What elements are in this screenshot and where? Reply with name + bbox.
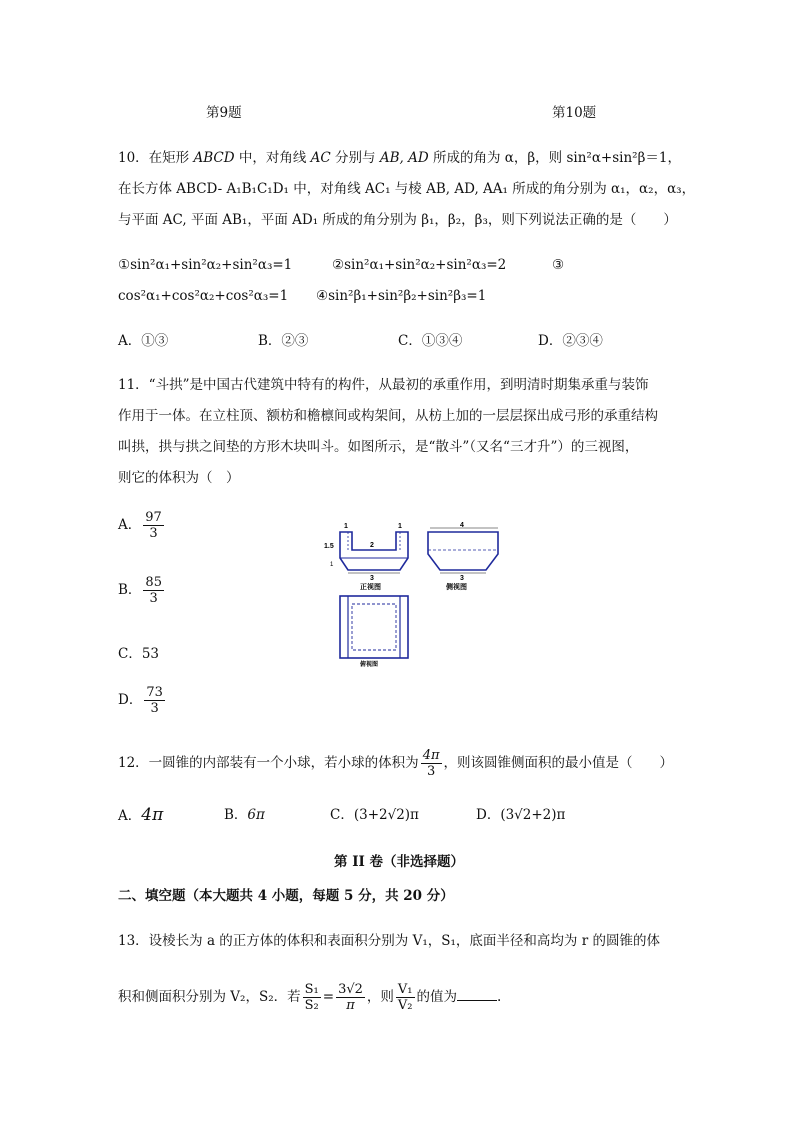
- top-view-caption: 俯视图: [360, 662, 379, 668]
- q10-option-b: B．②③: [258, 333, 309, 349]
- q10-option-a: A．①③: [118, 333, 169, 349]
- fraction: $\frac{73}{3}$: [146, 685, 163, 716]
- q10-option-d: D．②③④: [538, 333, 603, 349]
- fraction: $\frac{3√2}{\pi}$: [338, 982, 363, 1013]
- q12-option-d: D．(3√2+2)π: [476, 807, 566, 823]
- front-label-height: 1.5: [324, 543, 334, 550]
- q12-option-c: C．(3+2√2)π: [330, 807, 419, 823]
- caption-figure-10: 第10题: [552, 105, 597, 121]
- three-view-figure: [322, 518, 512, 668]
- q11-line4: 则它的体积为（ ）: [118, 470, 240, 486]
- front-view-caption: 正视图: [360, 584, 381, 591]
- top-view: [340, 596, 408, 668]
- part-2-title: 二、填空题（本大题共 4 小题，每题 5 分，共 20 分）: [118, 888, 454, 904]
- q11-line1: 11．“斗拱”是中国古代建筑中特有的构件，从最初的承重作用，到明清时期集承重与装饰: [118, 377, 649, 393]
- q10-line1: 10．在矩形 ABCD 中，对角线 AC 分别与 AB, AD 所成的角为 α，β，则 sin²α+sin²β＝1，: [118, 150, 681, 166]
- q12-option-b: B．6π: [224, 807, 265, 823]
- q12-option-a: A．4π: [118, 805, 164, 825]
- q11-option-b: B． $\frac{85}{3}$: [118, 575, 162, 606]
- q10-statement-4: ④sin²β₁+sin²β₂+sin²β₃=1: [316, 288, 487, 304]
- fraction: $\frac{\text{S₁}}{\text{S₂}}$: [304, 982, 319, 1013]
- q10-line2: 在长方体 ABCD- A₁B₁C₁D₁ 中，对角线 AC₁ 与棱 AB, AD, AA₁ 所成的角分别为 α₁，α₂，α₃，: [118, 181, 696, 197]
- q13-line2: 积和侧面积分别为 V₂，S₂．若 $\frac{\text{S₁}}{\text{S₂}}$ = $\frac{3√2}{\pi}$ ，则 $\frac{\text{V₁}}{\text{V₂}}$ 的值为 .: [118, 982, 502, 1013]
- side-label-top-width: 4: [460, 522, 464, 529]
- q10-option-c: C．①③④: [398, 333, 463, 349]
- front-label-gap-width: 2: [370, 542, 374, 549]
- q12-stem: 12．一圆锥的内部装有一个小球，若小球的体积为 $\frac{4\pi}{3}$ ，则该圆锥侧面积的最小值是（ ）: [118, 748, 674, 779]
- q11-option-c: C．53: [118, 646, 160, 662]
- side-view: [428, 522, 498, 591]
- q11-option-d: D． $\frac{73}{3}$: [118, 685, 163, 716]
- fraction: $\frac{4\pi}{3}$: [422, 748, 440, 779]
- q10-line3: 与平面 AC, 平面 AB₁，平面 AD₁ 所成的角分别为 β₁，β₂，β₃，则下列说法正确的是（ ）: [118, 212, 677, 228]
- front-label-bottom-width: 3: [370, 575, 374, 582]
- front-label-slant-height: 1: [330, 562, 334, 568]
- q10-statement-2: ②sin²α₁+sin²α₂+sin²α₃=2: [332, 257, 507, 273]
- front-label-right-width: 1: [398, 523, 402, 530]
- fraction: $\frac{85}{3}$: [145, 575, 162, 606]
- front-label-left-width: 1: [344, 523, 348, 530]
- caption-figure-9: 第9题: [206, 105, 242, 121]
- q13-line1: 13．设棱长为 a 的正方体的体积和表面积分别为 V₁，S₁，底面半径和高均为 r 的圆锥的体: [118, 933, 660, 949]
- q10-statement-1: ①sin²α₁+sin²α₂+sin²α₃=1: [118, 257, 293, 273]
- section-2-title: 第 II 卷（非选择题）: [334, 854, 465, 870]
- q11-line2: 作用于一体。在立柱顶、额枋和檐檩间或构架间，从枋上加的一层层探出成弓形的承重结构: [118, 408, 658, 424]
- q10-statement-3-number: ③: [552, 257, 565, 273]
- side-label-bottom-width: 3: [460, 575, 464, 582]
- fraction: $\frac{\text{V₁}}{\text{V₂}}$: [397, 982, 413, 1013]
- q10-statement-3: cos²α₁+cos²α₂+cos²α₃=1: [118, 288, 289, 304]
- answer-blank[interactable]: [457, 986, 497, 1001]
- fraction: $\frac{97}{3}$: [145, 510, 162, 541]
- side-view-caption: 侧视图: [446, 584, 467, 591]
- front-view: [324, 523, 408, 591]
- q11-line3: 叫拱，拱与拱之间垫的方形木块叫斗。如图所示，是“散斗”（又名“三才升”）的三视图，: [118, 439, 639, 455]
- q11-option-a: A． $\frac{97}{3}$: [118, 510, 162, 541]
